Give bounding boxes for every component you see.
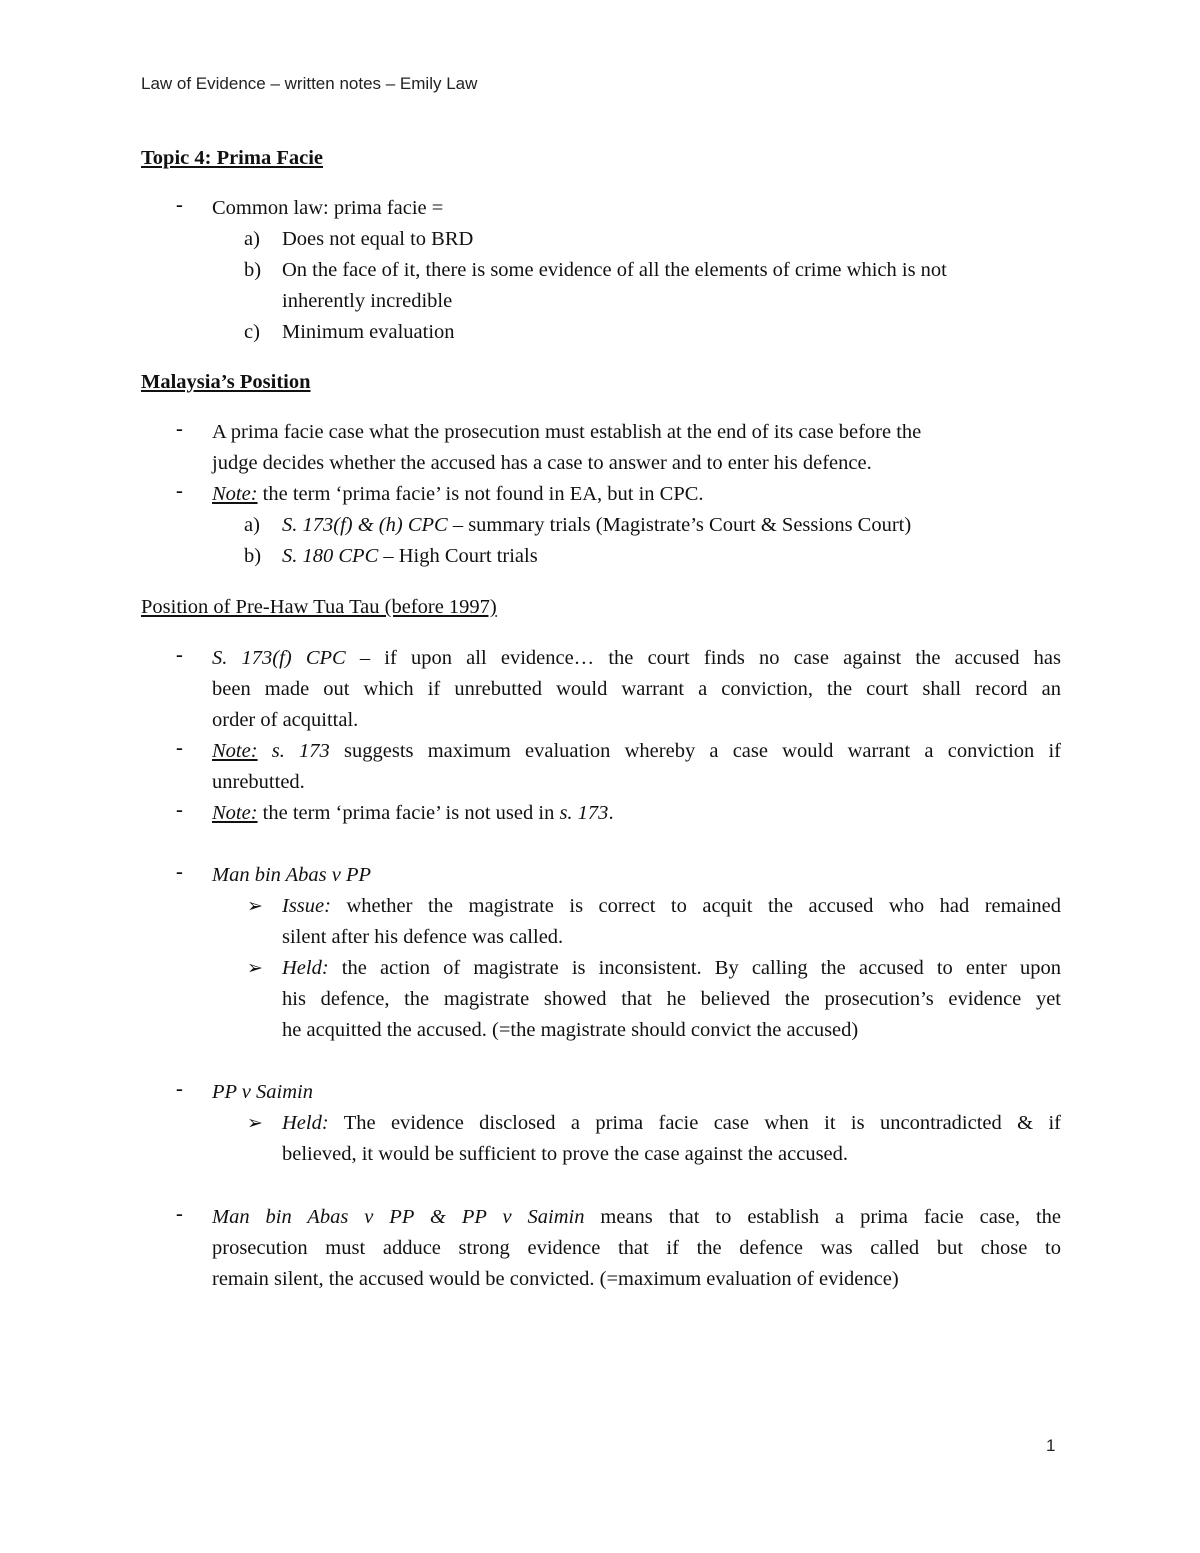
paragraph-text: The evidence disclosed a prima facie case when it is uncontradicted & if [328, 1112, 1061, 1134]
paragraph-line: A prima facie case what the prosecution must establish at the end of its case before the [212, 421, 922, 443]
issue-label: Issue: [282, 895, 331, 917]
page-header: Law of Evidence – written notes – Emily Law [141, 74, 478, 93]
common-law-intro: Common law: prima facie = [212, 197, 444, 219]
list-item [282, 513, 911, 537]
case-name-text: Man bin Abas v PP [212, 864, 372, 886]
paragraph-text: whether the magistrate is correct to acquit the accused who had remained [330, 895, 1061, 917]
paragraph-line [282, 1111, 1061, 1135]
topic-title: Topic 4: Prima Facie [141, 147, 323, 169]
paragraph-line: silent after his defence was called. [282, 926, 564, 948]
bullet-dash: - [176, 799, 183, 821]
case-name-text: PP v Saimin [461, 1206, 585, 1228]
paragraph-line: order of acquittal. [212, 709, 359, 731]
note-text: the term ‘prima facie’ is not found in EA, but in CPC. [257, 483, 704, 505]
list-marker: c) [244, 321, 260, 343]
list-marker: a) [244, 514, 260, 536]
bullet-dash: - [176, 194, 183, 216]
paragraph-line: been made out which if unrebutted would warrant a conviction, the court shall record an [212, 678, 1061, 700]
section-heading: Malaysia’s Position [141, 371, 311, 393]
paragraph-text: the term ‘prima facie’ is not used in [257, 802, 560, 824]
arrow-bullet-icon: ➢ [247, 1113, 263, 1134]
section-subheading: Position of Pre-Haw Tua Tau (before 1997) [141, 596, 497, 618]
list-item-continued: inherently incredible [282, 290, 453, 312]
note-label: Note: [212, 802, 258, 824]
paragraph-line [282, 956, 1061, 980]
note-paragraph [212, 482, 704, 506]
arrow-bullet-icon: ➢ [247, 896, 263, 917]
statute-ref: S. 180 CPC [282, 545, 379, 567]
note-paragraph [212, 801, 614, 825]
list-item-text: – summary trials (Magistrate’s Court & Sessions Court) [447, 514, 912, 536]
note-label: Note: [212, 740, 258, 762]
bullet-dash: - [176, 1078, 183, 1100]
list-item: Minimum evaluation [282, 321, 455, 343]
paragraph-line: his defence, the magistrate showed that he believed the prosecution’s evidence yet [282, 988, 1061, 1010]
bullet-dash: - [176, 418, 183, 440]
case-name [212, 863, 371, 887]
paragraph-line: unrebutted. [212, 771, 305, 793]
statute-ref: S. 173(f) CPC [212, 647, 346, 669]
paragraph-text: . [608, 802, 614, 824]
list-item [282, 544, 538, 568]
bullet-dash: - [176, 737, 183, 759]
bullet-dash: - [176, 1203, 183, 1225]
paragraph-line: believed, it would be sufficient to prove the case against the accused. [282, 1143, 849, 1165]
paragraph-line [212, 646, 1061, 670]
paragraph-line: he acquitted the accused. (=the magistrate should convict the accused) [282, 1019, 859, 1041]
paragraph-line [282, 894, 1061, 918]
page-number: 1 [1046, 1436, 1056, 1455]
case-name-text: Man bin Abas v PP [212, 1206, 414, 1228]
bullet-dash: - [176, 861, 183, 883]
paragraph-text: the action of magistrate is inconsistent. By calling the accused to enter upon [328, 957, 1061, 979]
list-item: Does not equal to BRD [282, 228, 474, 250]
list-marker: a) [244, 228, 260, 250]
paragraph-line: prosecution must adduce strong evidence that if the defence was called but chose to [212, 1237, 1061, 1259]
paragraph-text: means that to establish a prima facie case, the [584, 1206, 1061, 1228]
bullet-dash: - [176, 480, 183, 502]
paragraph-line: remain silent, the accused would be convicted. (=maximum evaluation of evidence) [212, 1268, 899, 1290]
paragraph-text: suggests maximum evaluation whereby a case would warrant a conviction if [329, 740, 1061, 762]
held-label: Held: [282, 957, 329, 979]
statute-ref: S. 173(f) & (h) CPC [282, 514, 448, 536]
case-name [212, 1080, 313, 1104]
paragraph-line: judge decides whether the accused has a case to answer and to enter his defence. [212, 452, 872, 474]
bullet-dash: - [176, 644, 183, 666]
list-marker: b) [244, 545, 262, 567]
paragraph-text: – if upon all evidence… the court finds no case against the accused has [345, 647, 1062, 669]
case-name-text: PP v Saimin [212, 1081, 313, 1103]
statute-ref: s. 173 [271, 740, 330, 762]
arrow-bullet-icon: ➢ [247, 958, 263, 979]
held-label: Held: [282, 1112, 329, 1134]
list-item-text: – High Court trials [378, 545, 538, 567]
ampersand: & [413, 1206, 462, 1228]
note-paragraph [212, 739, 1061, 763]
note-label: Note: [212, 483, 258, 505]
statute-ref: s. 173 [559, 802, 609, 824]
paragraph-line [212, 1205, 1061, 1229]
list-marker: b) [244, 259, 262, 281]
list-item: On the face of it, there is some evidence of all the elements of crime which is not [282, 259, 947, 281]
